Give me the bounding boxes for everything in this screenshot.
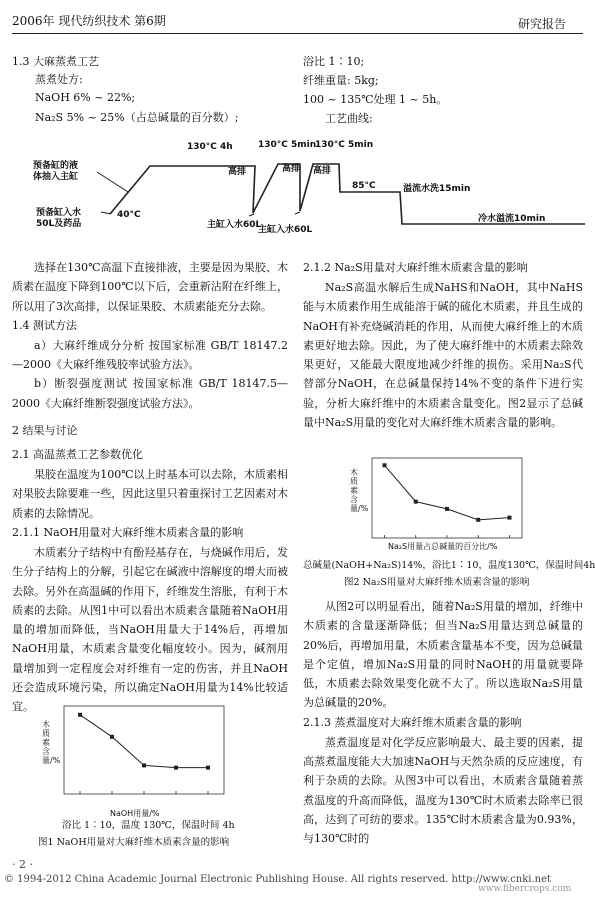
recipe-label: 蒸煮处方: [35,73,83,86]
page-number: · 2 · [12,858,33,871]
data-point [78,713,82,717]
figure-1-ylabel: 木质素含量/% [42,720,61,765]
inlet-1-arrow [249,214,254,216]
recipe-na2s: Na₂S 5% ~ 25%（占总碱量的百分数）; [35,111,239,124]
flow-pre-water-line2: 50L及药品 [36,219,82,229]
figure-1-xlabel: NaOH用量/% [110,809,160,818]
figure-2-conditions: 总碱量(NaOH+Na₂S)14%，浴比1∶10，温度130℃，保温时间4h [303,560,595,571]
flow-high-drain-3: 高排 [313,166,332,176]
section-header: 研究报告 [518,17,567,31]
flow-temp-130-5min-b: 130°C 5min [315,140,374,150]
drain-paragraph: 选择在130℃高温下直接排液，主要是因为果胶、木质素在温度下降到100℃以下后，会重新沾附在纤维上，所以用了3次高排，以保证果胶、木质素能充分去除。 [12,261,288,313]
copyright-notice: © 1994-2012 China Academic Journal Electronic Publishing House. All rights reserved. http://www.cnki.net [4,874,552,885]
figure-1-chart [60,700,230,808]
section-2-1-2-title: 2.1.2 Na₂S用量对大麻纤维木质素含量的影响 [303,261,528,274]
process-curve-label: 工艺曲线: [325,112,373,125]
header-rule [12,33,583,34]
section-2-1-1-title: 2.1.1 NaOH用量对大麻纤维木质素含量的影响 [12,525,244,539]
section-2-1-1-paragraph: 木质素分子结构中有酚羟基存在，与烧碱作用后，发生分子结构上的分解，引起它在碱液中溶解度的增大而被去除。另外在高温碱的作用下，纤维发生溶胀，有利于木质素的去除。从图1中可以看出木质素含量随着NaOH用量的增加而降低，当NaOH用量大于14%后，再增加NaOH用量，木质素含量变化幅度较小。因为，碱剂用量增加到一定程度会对纤维有一定的伤害，并且NaOH还会造成环境污染，所以确定NaOH用量为14%比较适宜。 [12,545,288,714]
flow-high-drain-2: 高排 [282,164,301,174]
recipe-fiber-weight: 纤维重量: 5kg; [303,74,379,87]
figure-2-chart [368,452,528,552]
figure-2-caption: 图2 Na₂S用量对大麻纤维木质素含量的影响 [344,577,530,588]
pre-liquid-arrow [97,172,128,192]
section-1-4-title: 1.4 测试方法 [12,318,77,332]
right-column-bottom [303,597,583,849]
section-2-1-3-title: 2.1.3 蒸煮温度对大麻纤维木质素含量的影响 [303,715,522,729]
flow-pre-water-line1: 预备缸入水 [36,208,82,218]
flow-inlet-60l-1: 主缸入水60L [207,220,262,230]
plot-frame [372,458,522,538]
flow-temp-85: 85°C [352,181,376,191]
figure-2-discussion: 从图2可以明显看出，随着Na₂S用量的增加，纤维中木质素的含量逐渐降低；但当Na₂S用量达到总碱量的20%后，再增加用量，木质素含量基本不变，因为总碱量是个定值，增加Na₂S用量的同时NaOH的用量就要降低，木质素去除效果变化就不大了。所以选取Na₂S用量为总碱量的20%。 [303,600,583,710]
series-line [385,465,510,520]
figure-1-caption: 图1 NaOH用量对大麻纤维木质素含量的影响 [38,837,230,848]
right-column-top [303,258,583,432]
data-point [414,500,418,504]
flow-pre-liquid-line1: 预备缸的液 [33,161,79,171]
section-2-1-2-paragraph: Na₂S高温水解后生成NaHS和NaOH，其中NaHS能与木质素作用生成能溶于碱的硫化木质素，并且生成的NaOH有补充烧碱消耗的作用，从而使大麻纤维上的木质素更好地去除。因此，为了使大麻纤维中的木质素去除效果更好，又能最大限度地减少纤维的损伤。采用Na₂S代替部分NaOH，在总碱量保持14%不变的条件下进行实验，分析大麻纤维中的木质素含量变化。图2显示了总碱量中Na₂S用量的变化对大麻纤维木质素含量的影响。 [303,281,583,430]
data-point [110,735,114,739]
flow-pre-liquid-line2: 体抽入主缸 [33,172,79,182]
figure-1-conditions: 浴比 1∶10，温度 130℃，保温时间 4h [62,820,235,831]
recipe-ratio: 浴比 1∶10; [303,55,365,68]
flow-cold-overflow-10min: 冷水溢流10min [478,214,546,224]
data-point [142,763,146,767]
section-2-title: 2 结果与讨论 [12,424,78,438]
data-point [206,766,210,770]
recipe-temp-time: 100 ~ 135℃处理 1 ~ 5h。 [303,93,448,106]
section-2-1-paragraph: 果胶在温度为100℃以上时基本可以去除，木质素相对果胶去除要难一些，因此这里只着重探讨工艺因素对木质素的去除情况。 [12,468,288,520]
watermark: www.fibercrops.com [478,884,572,894]
pre-water-arrow [101,212,111,214]
plot-frame [64,706,224,794]
flow-overflow-15min: 溢流水洗15min [403,184,471,194]
data-point [174,766,178,770]
inlet-2-arrow [295,212,300,214]
section-2-1-title: 2.1 高温蒸煮工艺参数优化 [12,448,143,462]
flow-high-drain-1: 高排 [228,167,247,177]
data-point [476,518,480,522]
section-2-1-3-paragraph: 蒸煮温度是对化学反应影响最大、最主要的因素，提高蒸煮温度能大大加速NaOH与天然杂质的反应速度，有利于杂质的去除。从图3中可以看出，木质素含量随着蒸煮温度的升高而降低，温度为130℃时木质素去除率已很高，达到了可纺的要求。135℃时木质素含量为0.93%，与130℃时的 [303,735,583,846]
figure-2-xlabel: Na₂S用量占总碱量的百分比/% [388,542,498,551]
flow-temp-130-4h: 130°C 4h [187,142,233,152]
flow-temp-130-5min-a: 130°C 5min [258,140,317,150]
figure-2-ylabel: 木质素含量/% [350,468,369,513]
data-point [508,516,512,520]
method-b: b）断裂强度测试 按国家标准 GB/T 18147.5—2000《大麻纤维断裂强度试验方法》。 [12,377,288,410]
method-a: a）大麻纤维成分分析 按国家标准 GB/T 18147.2—2000《大麻纤维残胶率试验方法》。 [12,338,288,372]
left-column [12,258,288,717]
flow-inlet-60l-2: 主缸入水60L [258,225,313,235]
flow-temp-40: 40°C [117,210,141,220]
data-point [383,463,387,467]
section-1-3-title: 1.3 大麻蒸煮工艺 [12,55,99,68]
journal-header: 2006年 现代纺织技术 第6期 [12,14,166,28]
recipe-naoh: NaOH 6% ~ 22%; [35,91,136,104]
data-point [445,507,449,511]
series-line [80,715,208,768]
